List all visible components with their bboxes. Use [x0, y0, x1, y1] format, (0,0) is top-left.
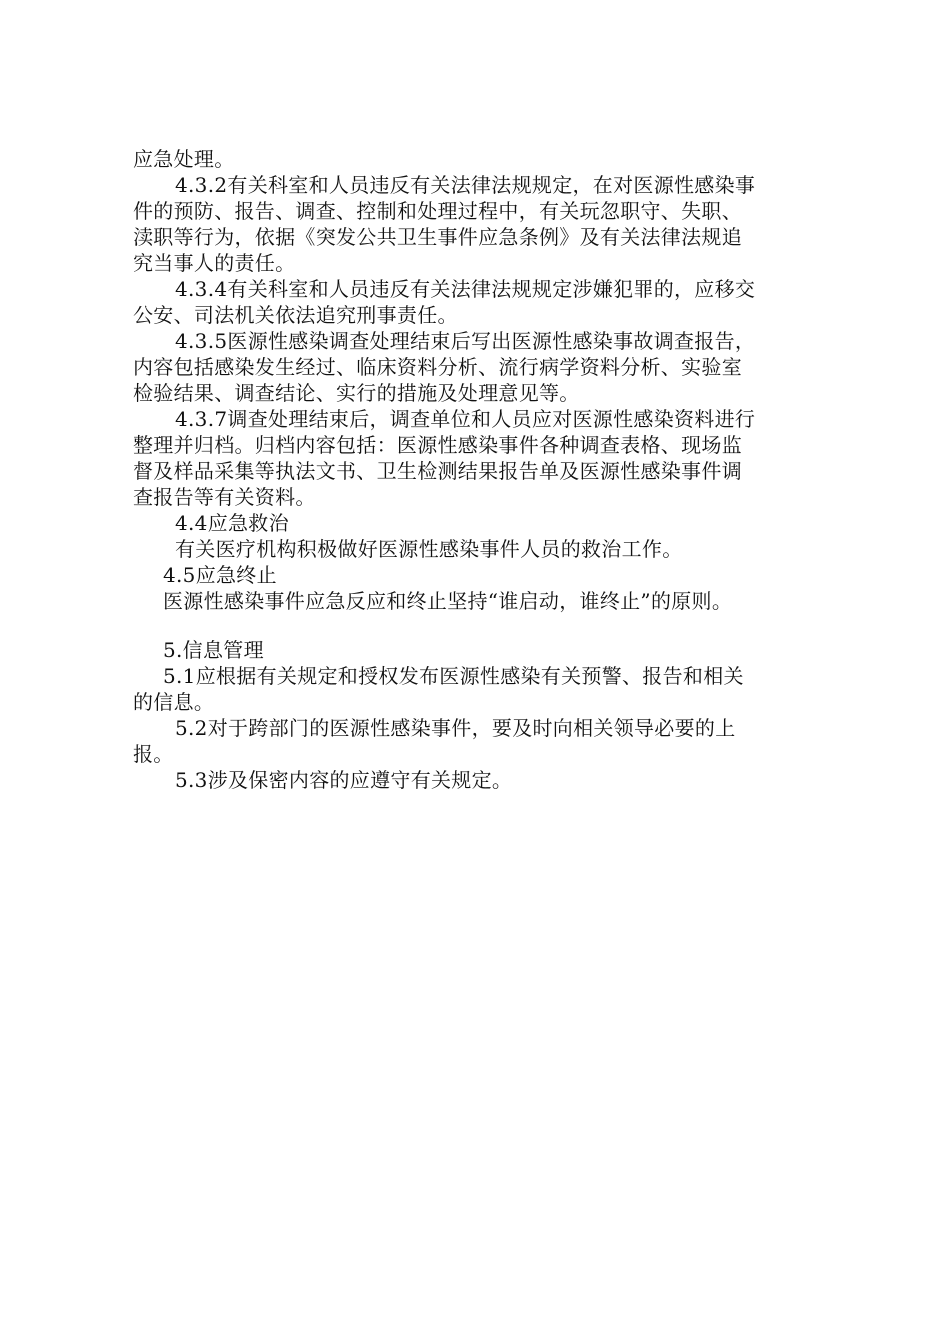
section-heading: 4.5应急终止 — [163, 563, 277, 587]
paragraph-line: 有关医疗机构积极做好医源性感染事件人员的救治工作。 — [175, 537, 683, 561]
paragraph-line: 督及样品采集等执法文书、卫生检测结果报告单及医源性感染事件调 — [133, 459, 742, 483]
paragraph-line: 报。 — [133, 742, 174, 766]
paragraph-line: 5.3涉及保密内容的应遵守有关规定。 — [175, 768, 513, 792]
paragraph-line: 查报告等有关资料。 — [133, 485, 316, 509]
section-heading: 4.4应急救治 — [175, 511, 289, 535]
paragraph-line: 4.3.2有关科室和人员违反有关法律法规规定，在对医源性感染事 — [175, 173, 756, 197]
paragraph-line: 5.2对于跨部门的医源性感染事件，要及时向相关领导必要的上 — [175, 716, 736, 740]
paragraph-line: 医源性感染事件应急反应和终止坚持“谁启动，谁终止”的原则。 — [163, 589, 733, 613]
paragraph-line: 究当事人的责任。 — [133, 251, 296, 275]
paragraph-line: 4.3.7调查处理结束后，调查单位和人员应对医源性感染资料进行 — [175, 407, 756, 431]
paragraph-line: 应急处理。 — [133, 147, 235, 171]
paragraph-line: 4.3.4有关科室和人员违反有关法律法规规定涉嫌犯罪的，应移交 — [175, 277, 756, 301]
paragraph-line: 5.1应根据有关规定和授权发布医源性感染有关预警、报告和相关 — [163, 664, 744, 688]
paragraph-line: 渎职等行为，依据《突发公共卫生事件应急条例》及有关法律法规追 — [133, 225, 742, 249]
paragraph-line: 内容包括感染发生经过、临床资料分析、流行病学资料分析、实验室 — [133, 355, 742, 379]
paragraph-line: 4.3.5医源性感染调查处理结束后写出医源性感染事故调查报告， — [175, 329, 756, 353]
paragraph-line: 公安、司法机关依法追究刑事责任。 — [133, 303, 458, 327]
paragraph-line: 检验结果、调查结论、实行的措施及处理意见等。 — [133, 381, 580, 405]
paragraph-line: 件的预防、报告、调查、控制和处理过程中，有关玩忽职守、失职、 — [133, 199, 742, 223]
paragraph-line: 的信息。 — [133, 690, 215, 714]
paragraph-line: 整理并归档。归档内容包括：医源性感染事件各种调查表格、现场监 — [133, 433, 742, 457]
section-heading: 5.信息管理 — [163, 638, 264, 662]
